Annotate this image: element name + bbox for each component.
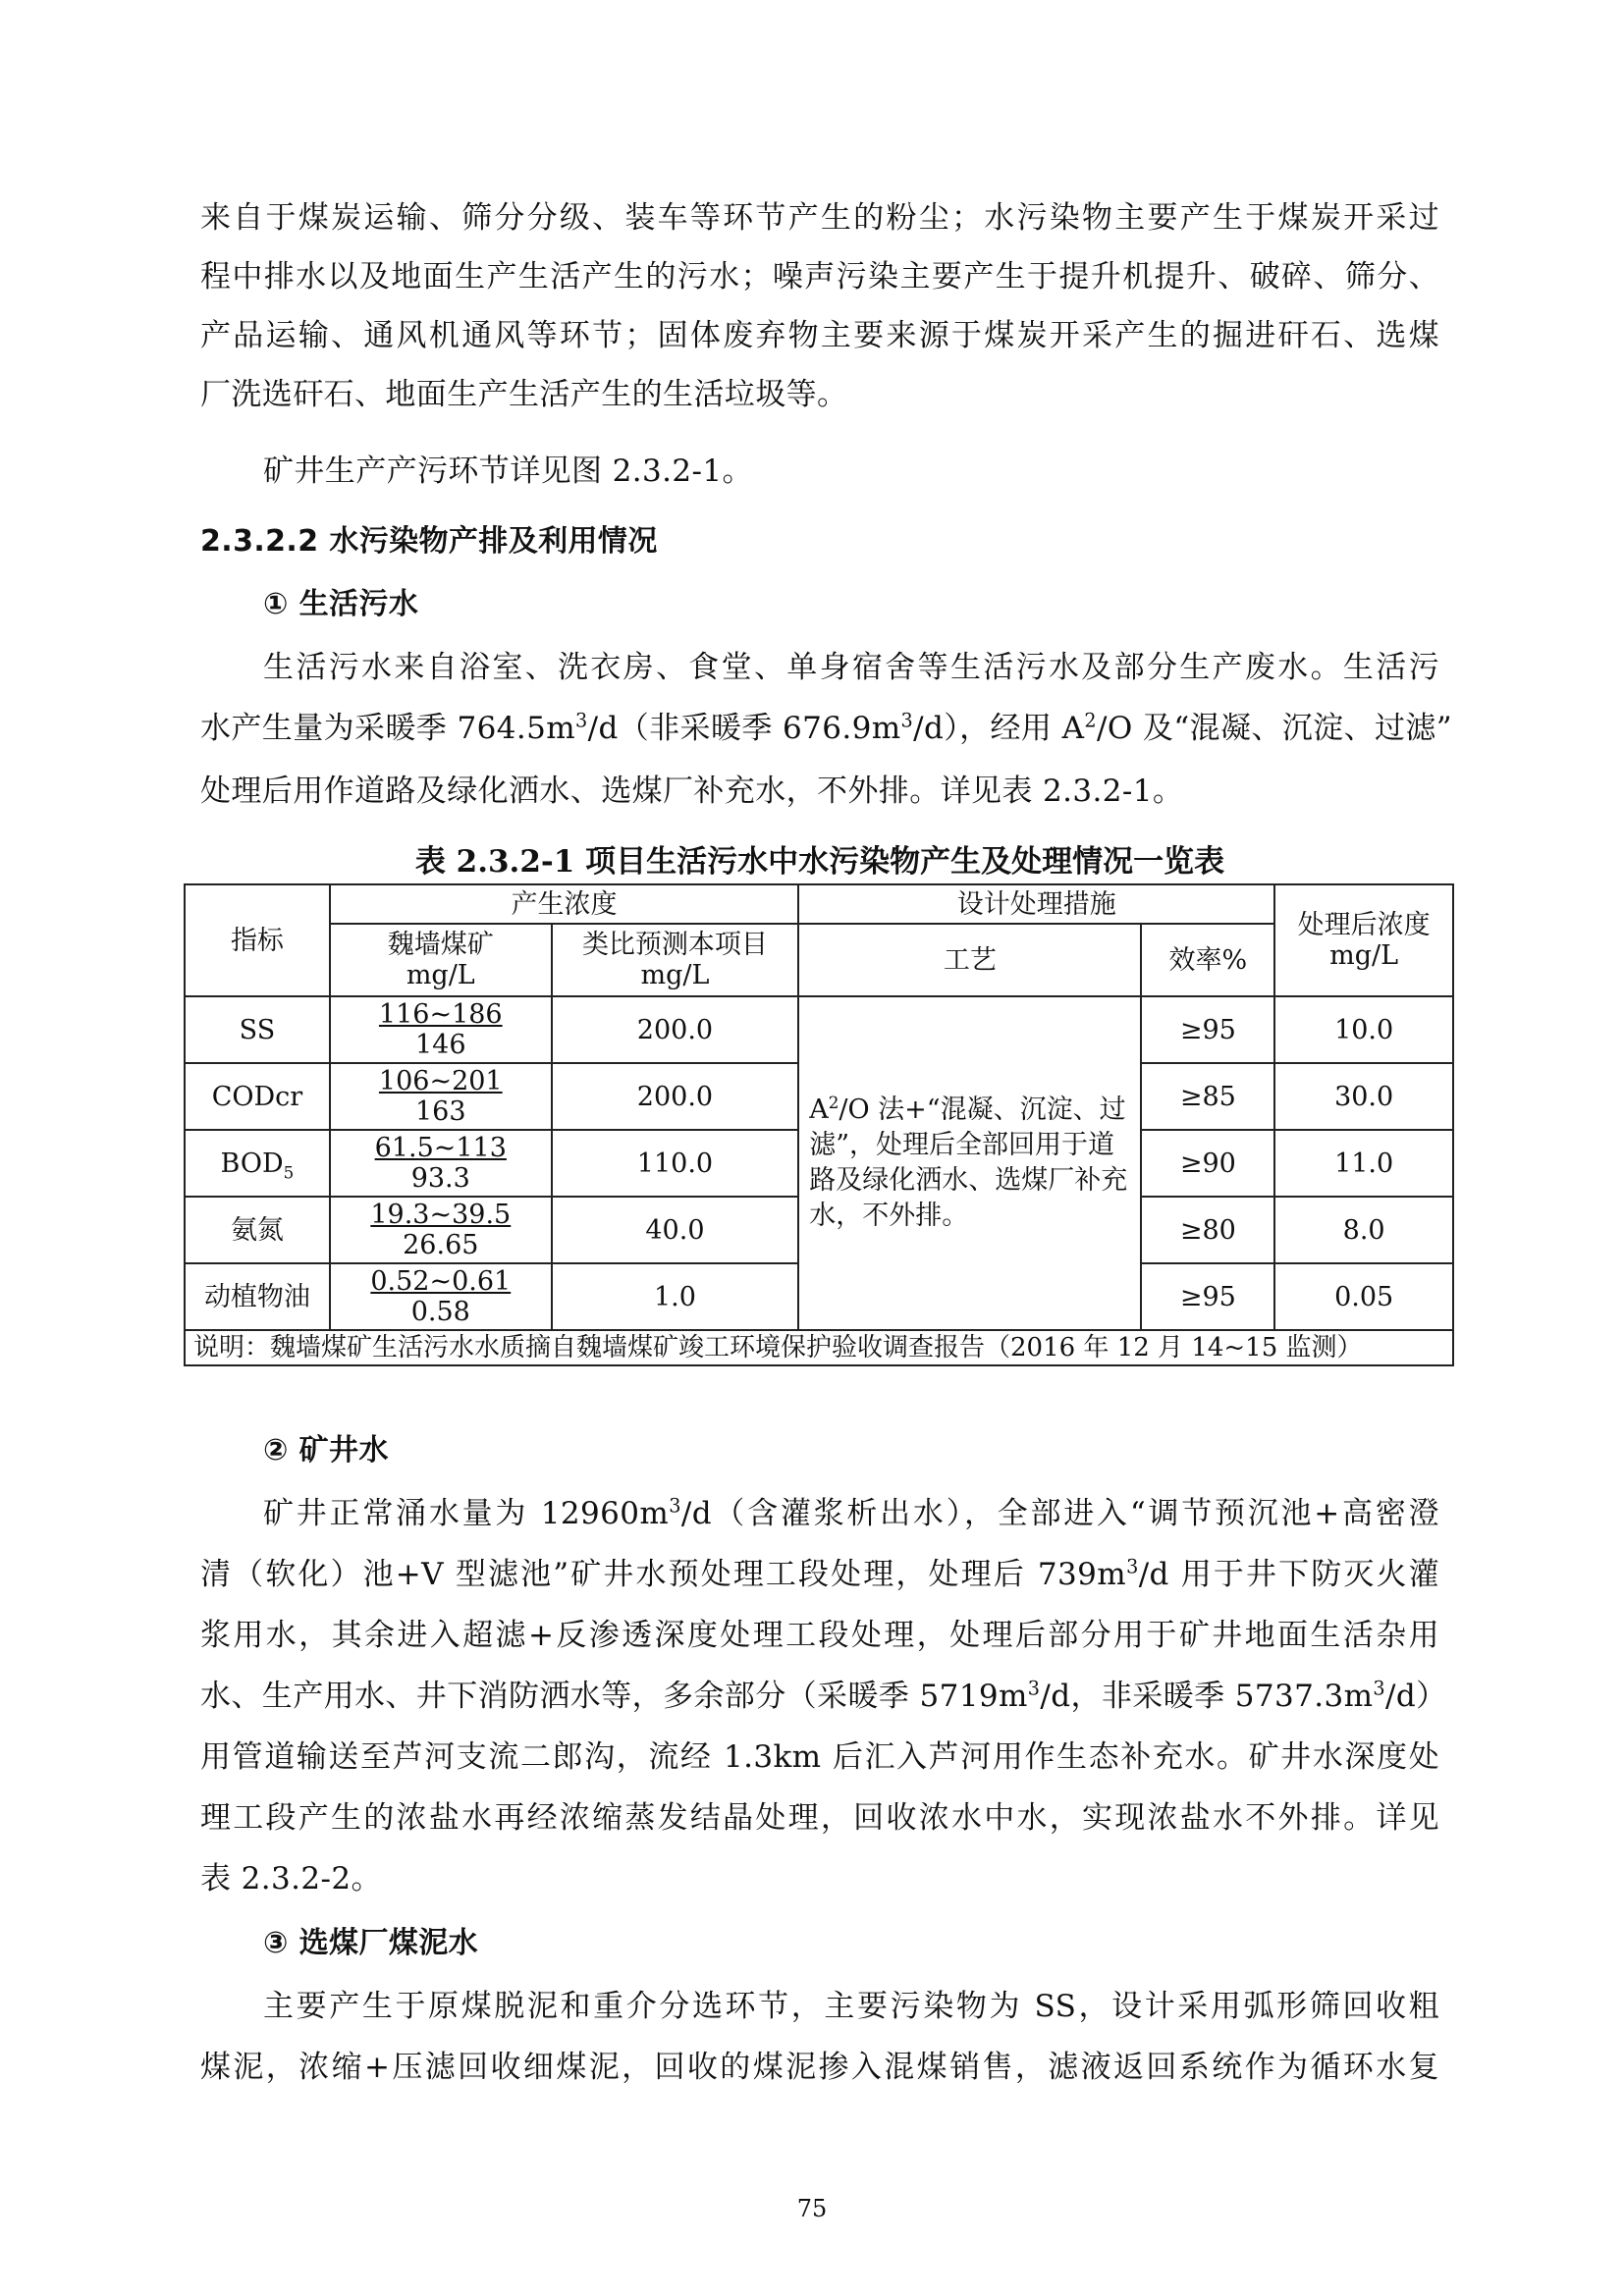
paragraph-line: 矿井正常涌水量为 $12960m^3/d$（含灌浆析出水），全部进入“调节预沉池+高密澄	[263, 1494, 1439, 1531]
row-after-value: 0.05	[1274, 1263, 1453, 1330]
row-efficiency: ≥80	[1141, 1197, 1274, 1263]
header-efficiency: 效率%	[1141, 924, 1274, 996]
header-treatment-measures: 设计处理措施	[798, 884, 1274, 924]
header-after-concentration: 处理后浓度 mg/L	[1274, 884, 1453, 996]
sub-heading-coal-slurry-water: ③ 选煤厂煤泥水	[263, 1926, 479, 1960]
row-weiqiang-value: 0.52~0.61 0.58	[330, 1263, 552, 1330]
paragraph-line: 来自于煤炭运输、筛分分级、装车等环节产生的粉尘；水污染物主要产生于煤炭开采过	[200, 200, 1439, 236]
row-analog-value: 200.0	[552, 996, 799, 1063]
row-efficiency: ≥95	[1141, 1263, 1274, 1330]
row-indicator: SS	[185, 996, 330, 1063]
table-row	[185, 996, 1453, 1063]
header-produce-concentration: 产生浓度	[330, 884, 798, 924]
table-note: 说明：魏墙煤矿生活污水水质摘自魏墙煤矿竣工环境保护验收调查报告（2016 年 12 月 14~15 监测）	[185, 1330, 1453, 1365]
header-analog: 类比预测本项目 mg/L	[552, 924, 799, 996]
paragraph-line: 清（软化）池+V 型滤池”矿井水预处理工段处理，处理后 $739m^3/d$ 用于井下防灭火灌	[200, 1555, 1440, 1592]
paragraph-line: 表 2.3.2-2。	[200, 1861, 382, 1896]
row-indicator: 动植物油	[185, 1263, 330, 1330]
header-indicator: 指标	[185, 884, 330, 996]
row-after-value: 11.0	[1274, 1130, 1453, 1197]
process-description: $A^2/O$ 法+“混凝、沉淀、过滤”，处理后全部回用于道路及绿化洒水、选煤厂补充水，不外排。	[798, 996, 1141, 1330]
row-analog-value: 1.0	[552, 1263, 799, 1330]
row-efficiency: ≥95	[1141, 996, 1274, 1063]
sub-heading-mine-water: ② 矿井水	[263, 1433, 389, 1468]
row-weiqiang-value: 116~186 146	[330, 996, 552, 1063]
table-title: 表 2.3.2-1 项目生活污水中水污染物产生及处理情况一览表	[414, 844, 1225, 880]
paragraph-line: 厂洗选矸石、地面生产生活产生的生活垃圾等。	[200, 377, 848, 412]
row-after-value: 8.0	[1274, 1197, 1453, 1263]
paragraph-line: 生活污水来自浴室、洗衣房、食堂、单身宿舍等生活污水及部分生产废水。生活污	[263, 650, 1439, 685]
paragraph-line: 用管道输送至芦河支流二郎沟，流经 1.3km 后汇入芦河用作生态补充水。矿井水深度处	[200, 1739, 1440, 1775]
row-weiqiang-value: 19.3~39.5 26.65	[330, 1197, 552, 1263]
sub-heading-domestic-sewage: ① 生活污水	[263, 587, 419, 621]
header-process: 工艺	[798, 924, 1141, 996]
row-indicator: $BOD_5$	[185, 1130, 330, 1197]
header-weiqiang: 魏墙煤矿 mg/L	[330, 924, 552, 996]
row-analog-value: 40.0	[552, 1197, 799, 1263]
row-indicator: CODcr	[185, 1063, 330, 1130]
paragraph-line: 主要产生于原煤脱泥和重介分选环节，主要污染物为 SS，设计采用弧形筛回收粗	[263, 1989, 1439, 2024]
row-weiqiang-value: 61.5~113 93.3	[330, 1130, 552, 1197]
section-heading: 2.3.2.2 水污染物产排及利用情况	[200, 524, 658, 559]
row-after-value: 30.0	[1274, 1063, 1453, 1130]
row-efficiency: ≥90	[1141, 1130, 1274, 1197]
sewage-pollutant-table	[184, 883, 1454, 1366]
paragraph-line: 产品运输、通风机通风等环节；固体废弃物主要来源于煤炭开采产生的掘进矸石、选煤	[200, 318, 1439, 353]
row-analog-value: 110.0	[552, 1130, 799, 1197]
figure-reference-text: 矿井生产产污环节详见图 2.3.2-1。	[263, 454, 753, 489]
paragraph-line: 水产生量为采暖季 $764.5m^3/d$（非采暖季 $676.9m^3/d$），经用 $A^2/O$ 及“混凝、沉淀、过滤”	[200, 709, 1453, 746]
row-weiqiang-value: 106~201 163	[330, 1063, 552, 1130]
row-analog-value: 200.0	[552, 1063, 799, 1130]
row-indicator: 氨氮	[185, 1197, 330, 1263]
paragraph-line: 煤泥，浓缩+压滤回收细煤泥，回收的煤泥掺入混煤销售，滤液返回系统作为循环水复	[200, 2050, 1439, 2085]
paragraph-line: 处理后用作道路及绿化洒水、选煤厂补充水，不外排。详见表 2.3.2-1。	[200, 774, 1184, 809]
page-number: 75	[796, 2195, 828, 2222]
paragraph-line: 程中排水以及地面生产生活产生的污水；噪声污染主要产生于提升机提升、破碎、筛分、	[200, 259, 1439, 294]
row-after-value: 10.0	[1274, 996, 1453, 1063]
paragraph-line: 理工段产生的浓盐水再经浓缩蒸发结晶处理，回收浓水中水，实现浓盐水不外排。详见	[200, 1800, 1439, 1836]
paragraph-line: 水、生产用水、井下消防洒水等，多余部分（采暖季 $5719m^3/d$，非采暖季 $5737.3m^3/d$）	[200, 1677, 1447, 1714]
row-efficiency: ≥85	[1141, 1063, 1274, 1130]
paragraph-line: 浆用水，其余进入超滤+反渗透深度处理工段处理，处理后部分用于矿井地面生活杂用	[200, 1618, 1439, 1653]
